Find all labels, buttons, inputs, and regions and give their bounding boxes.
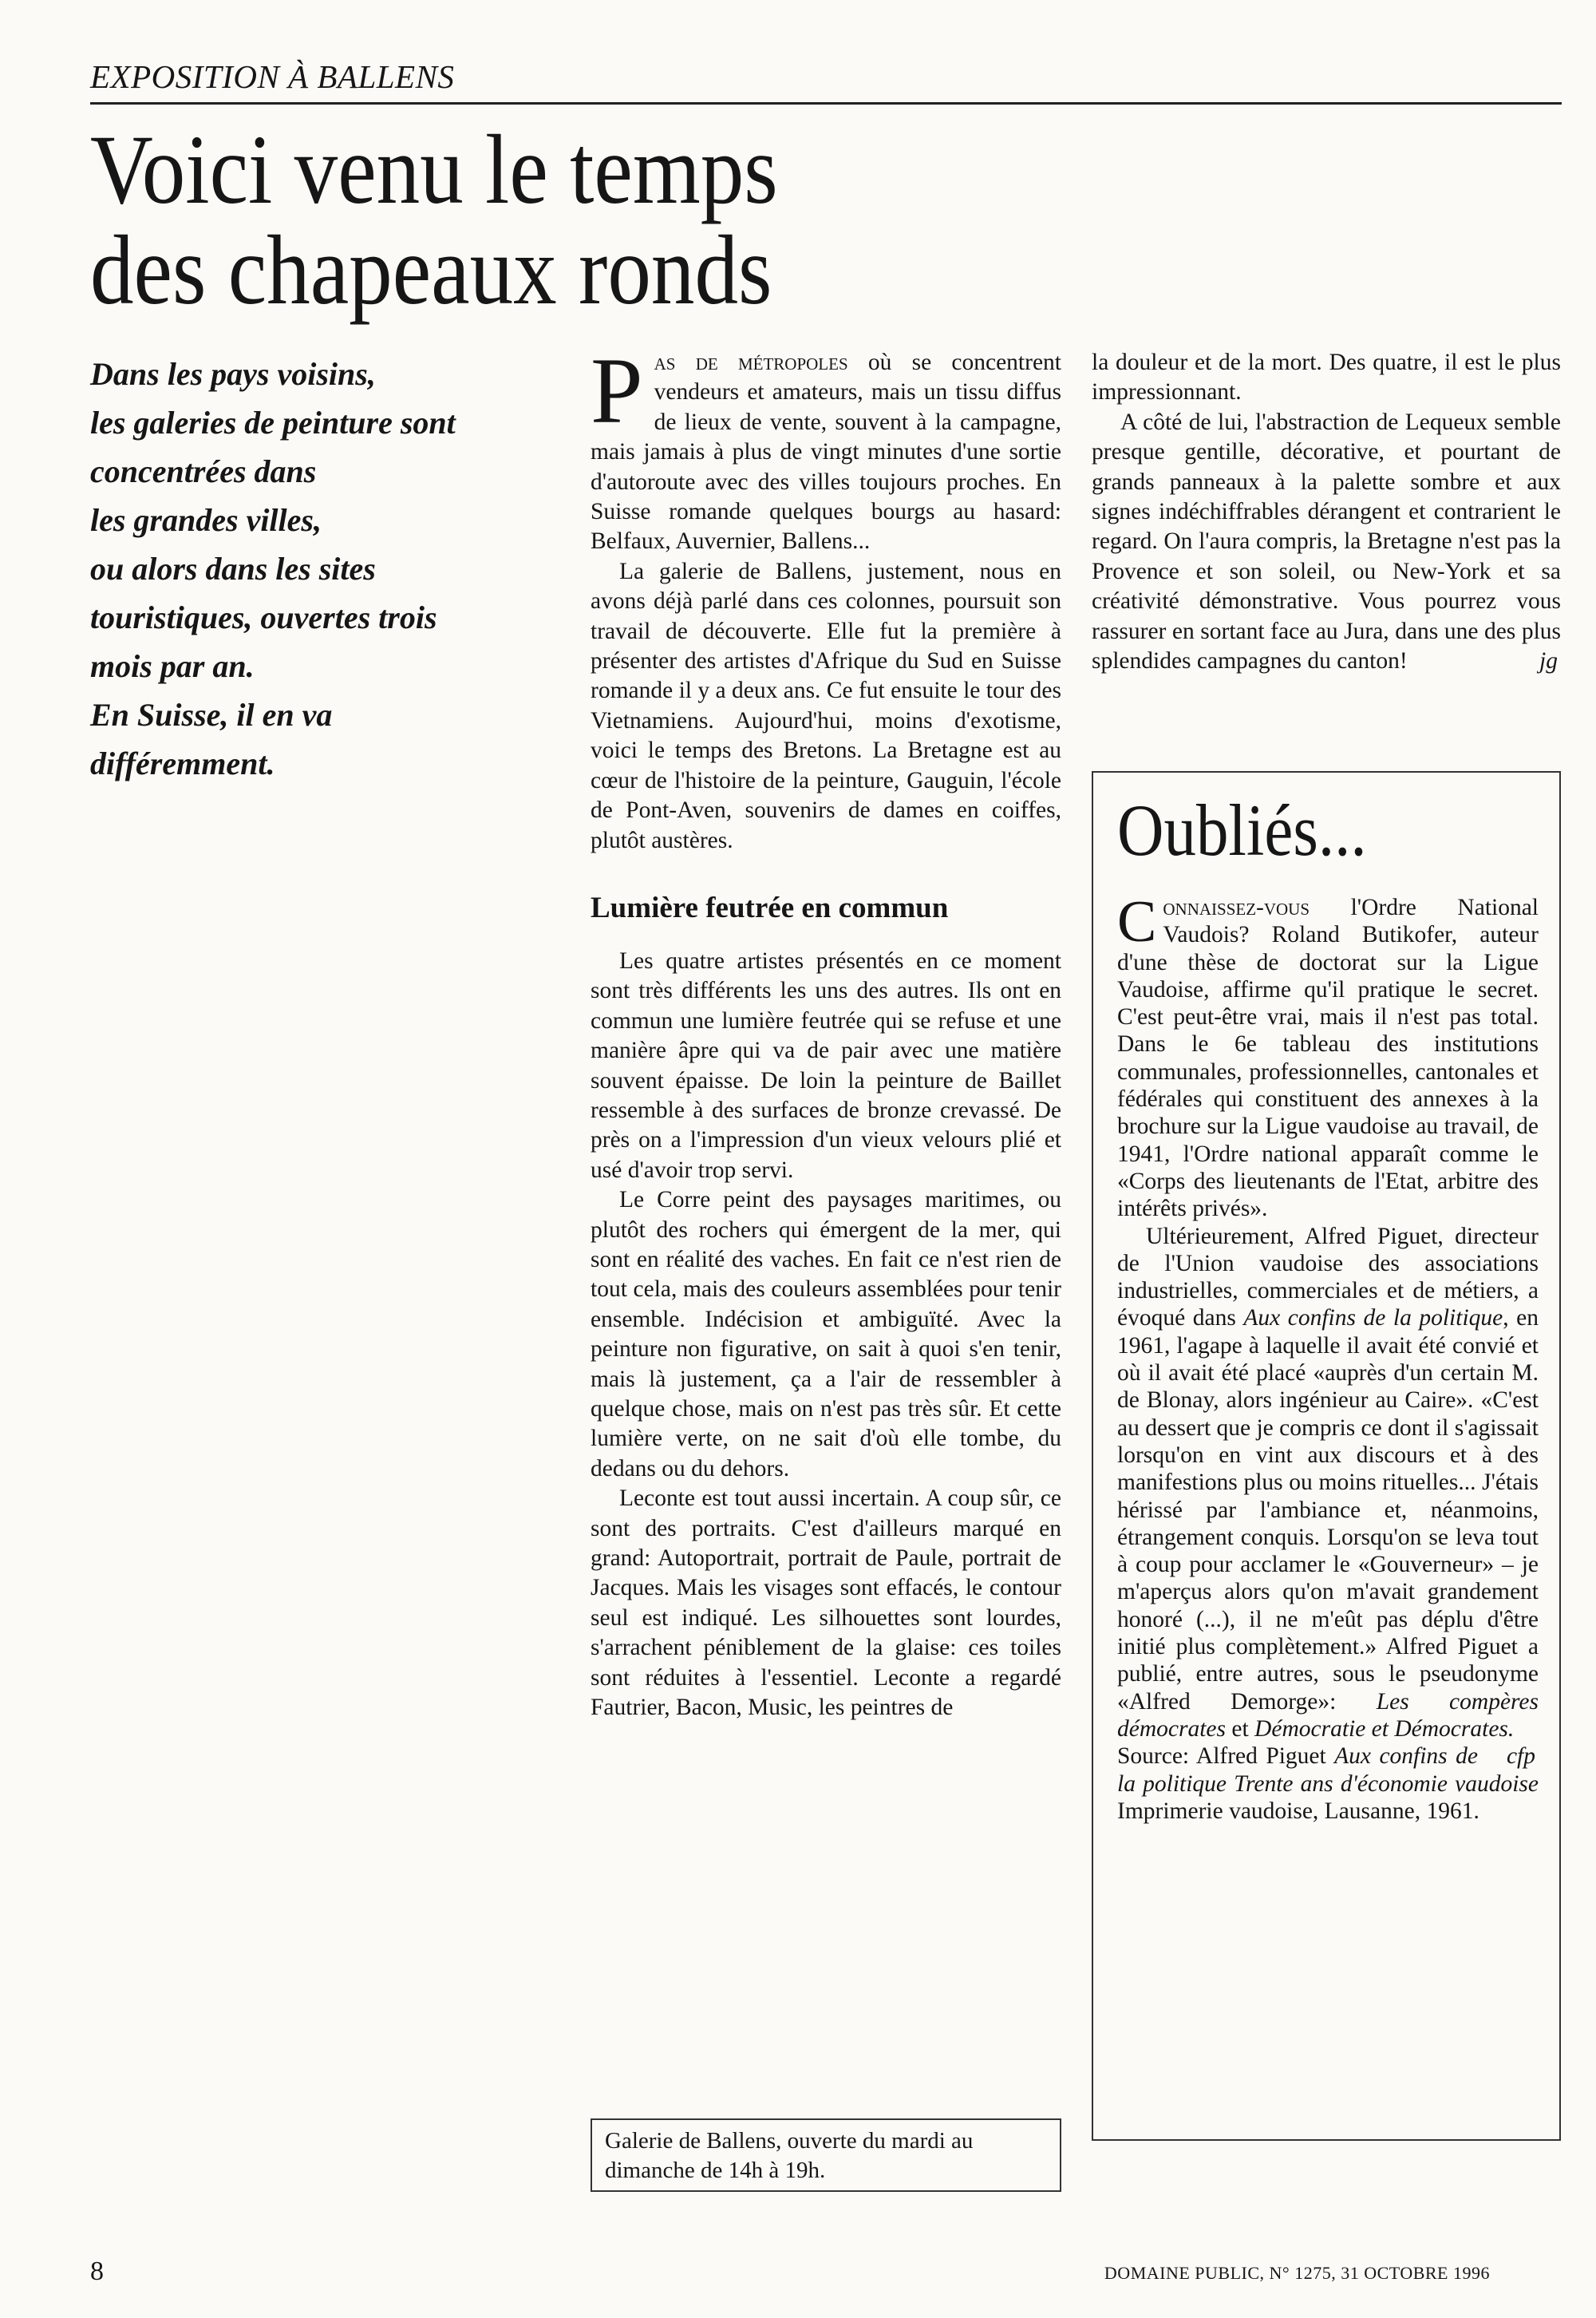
lead-in: as de métropoles	[654, 350, 848, 375]
subheading: Lumière feutrée en commun	[591, 891, 949, 924]
article-paragraph: Le Corre peint des paysages maritimes, ou plutôt des rochers qui émergent de la mer, qui sont en réalité des vaches. En fait ce n'est rien de tout cela, mais des couleurs assemblées pour tenir ensemble. Indécision et ambiguïté. Avec la peinture non figurative, on sait à quoi s'en tenir, mais là justement, ça a l'air de ressembler à quelque chose, mais on n'est pas très sûr. Et cette lumière verte, on ne sait d'où elle tombe, du dedans ou du dehors.	[591, 1187, 1061, 1481]
sidebar-box	[1092, 771, 1561, 2141]
standfirst-line: les grandes villes,	[90, 502, 322, 538]
author-initials: cfp	[1506, 1743, 1535, 1770]
paragraph-text: Imprimerie vaudoise, Lausanne, 1961.	[1117, 1798, 1479, 1824]
article-paragraph	[591, 338, 1061, 557]
standfirst-line: mois par an.	[90, 648, 255, 684]
standfirst-line: ou alors dans les sites	[90, 551, 376, 587]
source-note	[1117, 1742, 1539, 1825]
drop-cap: P	[591, 338, 643, 443]
article-paragraph	[1092, 408, 1561, 677]
book-title: Les compères démocrates	[1117, 1688, 1539, 1742]
standfirst-line: différemment.	[90, 746, 275, 781]
header-rule	[90, 102, 1562, 105]
sidebar-paragraph	[1117, 889, 1539, 1223]
article-paragraph: Leconte est tout aussi incertain. A coup sûr, ce sont des portraits. C'est d'ailleurs marqué en grand: Autoportrait, portrait de Paule, portrait de Jacques. Mais les visages sont effacés, le contour seul est indiqué. Les silhouettes sont lourdes, s'arrachent péniblement de la glaise: ces toiles sont réduites à l'essentiel. Leconte a regardé Fautrier, Bacon, Music, les peintres de	[591, 1485, 1061, 1721]
article-column-2	[1092, 348, 1561, 676]
book-title: Aux confins de la politique	[1243, 1305, 1503, 1331]
book-title: Démocratie et Démocrates.	[1254, 1715, 1515, 1742]
drop-cap: C	[1117, 889, 1157, 955]
page-number: 8	[90, 2257, 104, 2286]
headline-line-1: Voici venu le temps	[90, 115, 778, 224]
standfirst	[90, 350, 569, 788]
article-paragraph: Les quatre artistes présentés en ce moment sont très différents les uns des autres. Ils ont en commun une lumière feutrée qui se refuse et une manière âpre qui va de pair avec une matière souvent épaisse. De loin la peinture de Baillet ressemble à des surfaces de bronze crevassé. De près on a l'impression d'un vieux velours plié et usé d'avoir trop servi.	[591, 947, 1061, 1183]
article-paragraph: La galerie de Ballens, justement, nous en avons déjà parlé dans ces colonnes, poursuit son travail de découverte. Elle fut la première à présenter des artistes d'Afrique du Sud en Suisse romande il y a deux ans. Ce fut ensuite le tour des Vietnamiens. Aujourd'hui, moins d'exotisme, voici le temps des Bretons. La Bretagne est au cœur de l'histoire de la peinture, Gauguin, l'école de Pont-Aven, souvenirs de dames en coiffes, plutôt austères.	[591, 558, 1061, 853]
headline	[90, 115, 933, 325]
paragraph-text: Ultérieurement, Alfred Piguet, directeur de l'Union vaudoise des associations industrielles, commerciales et de métiers, a évoqué dans	[1117, 1223, 1539, 1331]
paragraph-text: l'Ordre National Vaudois? Roland Butikofer, auteur d'une thèse de doctorat sur la Ligue Vaudoise, affirme qu'il pratique le secret. C'est peut-être vrai, mais il n'est pas total. Dans le 6e tableau des institutions communales, professionnelles, cantonales et fédérales qui constituent des annexes à la brochure sur la Ligue vaudoise au travail, de 1941, l'Ordre national apparaît comme le «Corps des lieutenants de l'Etat, arbitre des intérêts privés».	[1117, 895, 1539, 1222]
article-paragraph: la douleur et de la mort. Des quatre, il est le plus impressionnant.	[1092, 350, 1561, 405]
author-initials: jg	[1539, 648, 1558, 674]
gallery-info-box: Galerie de Ballens, ouverte du mardi au dimanche de 14h à 19h.	[591, 2118, 1061, 2192]
sidebar-body	[1117, 889, 1539, 1825]
standfirst-line: touristiques, ouvertes trois	[90, 599, 437, 635]
article-column-1	[591, 338, 1061, 1723]
paragraph-text: où se concentrent vendeurs et amateurs, mais un tissu diffus de lieux de vente, souvent à la campagne, mais jamais à plus de vingt minutes d'une sortie d'autoroute avec des villes toujours proches. En Suisse romande quelques bourgs au hasard: Belfaux, Auvernier, Ballens...	[591, 350, 1061, 555]
sidebar-title: Oubliés...	[1117, 789, 1367, 871]
source-label: Source: Alfred Piguet	[1117, 1743, 1335, 1770]
standfirst-line: Dans les pays voisins,	[90, 356, 376, 392]
lead-in: onnaissez-vous	[1163, 895, 1310, 920]
headline-line-2: des chapeaux ronds	[90, 216, 772, 325]
paragraph-text: et	[1226, 1715, 1255, 1742]
section-rubric: EXPOSITION À BALLENS	[90, 58, 455, 95]
standfirst-line: En Suisse, il en va	[90, 697, 333, 733]
paragraph-text: A côté de lui, l'abstraction de Lequeux semble presque gentille, décorative, et pourtant de grands panneaux à la palette sombre et aux signes indéchiffrables dérangent et contrarient le regard. On l'aura compris, la Bretagne n'est pas la Provence et son soleil, ou New-York et sa créativité démonstrative. Vous pourrez vous rassurer en sortant face au Jura, dans une des plus splendides campagnes du canton!	[1092, 409, 1561, 674]
book-title: Aux confins de la politique Trente ans d'économie vaudoise	[1117, 1743, 1539, 1797]
publication-footer: DOMAINE PUBLIC, N° 1275, 31 OCTOBRE 1996	[1104, 2263, 1490, 2283]
standfirst-line: concentrées dans	[90, 453, 317, 489]
standfirst-line: les galeries de peinture sont	[90, 405, 456, 441]
paragraph-text: , en 1961, l'agape à laquelle il avait été convié et où il avait été placé «auprès d'un certain M. de Blonay, alors ingénieur au Caire». «C'est au dessert que je compris ce dont il s'agissait lorsqu'on en vint aux discours et à des manifestions plus ou moins rituelles... J'étais hérissé par l'ambiance et, néanmoins, étrangement conquis. Lorsqu'on se leva tout à coup pour acclamer le «Gouverneur» – je m'aperçus alors qu'on m'avait grandement honoré (...), il ne m'eût pas déplu d'être initié plus complètement.» Alfred Piguet a publié, entre autres, sous le pseudonyme «Alfred Demorge»:	[1117, 1305, 1539, 1715]
